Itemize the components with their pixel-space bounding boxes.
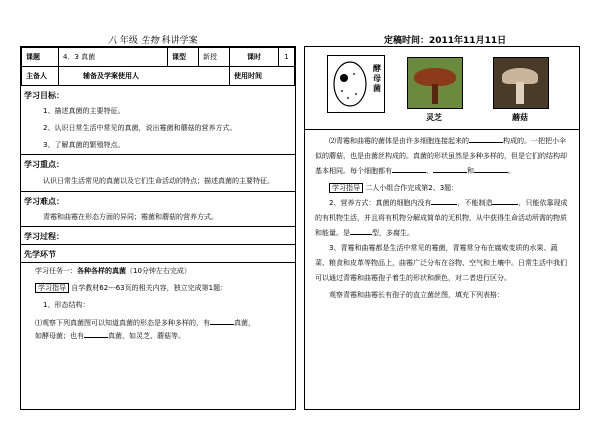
- blank-9[interactable]: [350, 234, 372, 235]
- title-subject: 生物: [140, 36, 159, 46]
- period-value: 1: [279, 48, 295, 67]
- blank-5[interactable]: [433, 172, 467, 173]
- right-page: [304, 46, 580, 410]
- period-label: 课时: [230, 48, 279, 67]
- guide-badge: 学习指导: [35, 283, 69, 293]
- ganoderma-image: [407, 57, 463, 109]
- title-tail: 科讲学案: [161, 36, 198, 46]
- blank-8[interactable]: [492, 204, 518, 205]
- goal-3: 3、了解真菌的繁殖特点。: [43, 141, 125, 149]
- observe-text: ⑴观察下列真菌图可以知道真菌的形态是多种多样的，有 真菌， 如酵母菌；也有 真菌，如灵芝、蘑菇等。: [35, 319, 255, 340]
- guide-badge-right: 学习指导: [329, 183, 363, 193]
- task-bold: 各种各样的真菌: [77, 267, 126, 275]
- key-text: 认识日常生活常见的真菌以及它们生命活动的特点；描述真菌的主要特征。: [43, 177, 274, 185]
- fungi-images: [305, 47, 579, 129]
- process-title: 学习过程：: [24, 232, 64, 241]
- guide-line-right: [305, 179, 579, 196]
- type-value: 新授: [199, 48, 230, 67]
- task-line: 学习任务一：各种各样的真菌（10分钟左右完成）: [35, 267, 191, 275]
- guide-line: [21, 280, 295, 297]
- ganoderma-label: 灵芝: [426, 113, 442, 122]
- blank-1[interactable]: [210, 324, 234, 325]
- blank-3[interactable]: [469, 142, 503, 143]
- mushroom-image: [493, 57, 549, 109]
- difficulty-text: 青霉和曲霉在形态方面的异同；霉菌和蘑菇的营养方式。: [43, 213, 218, 221]
- author-label: 主备人: [22, 67, 59, 86]
- blank-7[interactable]: [431, 204, 457, 205]
- yeast-label: 酵 母 菌: [373, 64, 381, 93]
- pre-study-title: 先学环节: [24, 250, 56, 259]
- time-label: 使用时间: [230, 67, 295, 86]
- blank-6[interactable]: [474, 172, 508, 173]
- left-page: [20, 46, 296, 410]
- observe-table-text: 观察青霉和曲霉长有孢子的直立菌丝图，填充下列表格：: [329, 291, 504, 299]
- blank-2[interactable]: [84, 337, 108, 338]
- goal-1: 1、描述真菌的主要特征。: [43, 107, 125, 115]
- blank-4[interactable]: [392, 172, 426, 173]
- users-label: 辅备及学案使用人: [59, 67, 230, 86]
- shape-label: 1、形态结构：: [43, 301, 90, 309]
- mold-text: 3、青霉和曲霉都是生活中常见的霉菌，青霉常分布在腐败变质的水果、蔬菜、粮食和皮革等物品上，曲霉广泛分布在谷物、空气和土壤中。日常生活中我们可以通过青霉和曲霉孢子着生的形状和颜色，对二者进行区分。: [315, 244, 567, 282]
- key-title: 学习重点：: [24, 160, 64, 169]
- title-grade: 八: [108, 36, 118, 46]
- info-table: [21, 47, 295, 86]
- goals-title: 学习目标：: [24, 91, 64, 100]
- course-value: 4．3 真菌: [59, 48, 168, 67]
- mycelium-text: ⑵青霉和曲霉的菌体是由许多细胞连接起来的 构成的。一把把小伞似的蘑菇，也是由菌丝构成的。真菌的形状虽然是多种多样的，但是它们的结构却基本相同。每个细胞都有 、 和 。: [315, 137, 567, 175]
- goal-2: 2、认识日常生活中常见的真菌，说出霉菌和蘑菇的营养方式。: [43, 124, 237, 132]
- title-rest: 年级: [119, 36, 138, 46]
- guide-text-right: 二人小组合作完成第2、3题：: [365, 184, 459, 192]
- date-label: 定稿时间：2011年11月11日: [384, 36, 507, 46]
- mushroom-label: 蘑菇: [512, 113, 528, 122]
- page-header: [108, 33, 198, 46]
- guide-text: 自学教材62---63页的相关内容，独立完成第1题：: [71, 284, 228, 292]
- type-label: 课型: [168, 48, 199, 67]
- difficulty-title: 学习难点：: [24, 197, 64, 206]
- nutrition-text: 2、营养方式：真菌的细胞内没有 ，不能制造 ，只能依靠现成的有机物生活，并且将有机物分解成简单的无机物，从中获得生命活动所需的物质和能量。是 型，多腐生。: [315, 199, 568, 237]
- course-label: 课题: [22, 48, 59, 67]
- yeast-image: [327, 55, 385, 113]
